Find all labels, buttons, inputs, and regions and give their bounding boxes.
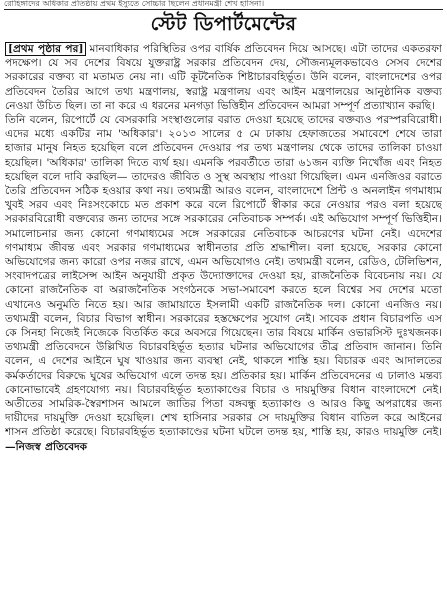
continuation-tag: [প্রথম পৃষ্ঠার পর] (5, 42, 86, 56)
paragraph-text: মানবাধিকার পরিস্থিতির ওপর বার্ষিক প্রতিবেদন দিয়ে আসছে। এটা তাদের একতরফা পদক্ষেপ। যে সব দেশের বিষয়ে যুক্তরাষ্ট্র সরকার প্রতিবেদন দেয়, সৌজন্যমূলকভাবেও সেসব দেশের সরকারের বক্তব্য বা মতামত নেয় না। এটি কূটনৈতিক শিষ্টাচারবহির্ভূত। উনি বলেন, বাংলাদেশের ওপর প্রতিবেদন তৈরির আগে তথ্য মন্ত্রণালয়, স্বরাষ্ট্র মন্ত্রণালয় এবং আইন মন্ত্রণালয়ের আনুষ্ঠানিক বক্তব্য নেওয়া উচিত ছিল। তা না করে এ ধরনের মনগড়া ভিত্তিহীন প্রতিবেদন আমরা সম্পূর্ণ প্রত্যাখ্যান করছি। (5, 43, 442, 112)
article-body (5, 42, 442, 612)
paragraph-text: তিনি বলেন, রিপোর্টে যে বেসরকারি সংস্থাগুলোর বরাত দেওয়া হয়েছে তাদের বক্তব্যও পরস্পরবিরোধী। এদের মধ্যে একটির নাম 'অধিকার'। ২০১৩ সালের ৫ মে ঢাকায় হেফাজতের সমাবেশে শেষে তারা হাজার মানুষ নিহত হয়েছিল বলে প্রতিবেদন দেওয়ার পর তথ্য মন্ত্রণালয় থেকে তাদের তালিকা চাওয়া হয়েছিল। 'অধিকার' তালিকা দিতে ব্যর্থ হয়। এমনকি পরবর্তীতে তারা ৬১জন ব্যক্তি নিখোঁজ এবং নিহত হয়েছিল বলে দাবি করছিল— তাদেরও জীবিত ও সুস্থ অবস্থায় পাওয়া গিয়েছিল। এমন এনজিওর বরাতে তৈরি প্রতিবেদন সঠিক হওয়ার কথা নয়। তথ্যমন্ত্রী আরও বলেন, বাংলাদেশে প্রিন্ট ও অনলাইন গণমাধ্যম খুবই সরব এবং নিঃসংকোচে মত প্রকাশ করে বলে রিপোর্টে স্বীকার করে নেওয়ার পরও বলা হয়েছে সরকারবিরোধী বক্তব্যের জন্য তাদের সঙ্গে সরকারের নেতিবাচক সম্পর্ক। এই অভিযোগ সম্পূর্ণ ভিত্তিহীন। সমালোচনার জন্য কোনো গণমাধ্যমের সঙ্গে সরকারের নেতিবাচক আচরণের ঘটনা নেই। এদেশের গণমাধ্যম জীবন্ত এবং সরকার গণমাধ্যমের স্বাধীনতার প্রতি শ্রদ্ধাশীল। বলা হয়েছে, সরকার কোনো অভিযোগের জন্য কারো ওপর নজর রাখে, এমন অভিযোগও নেই। তথ্যমন্ত্রী বলেন, রেডিও, টেলিভিশন, সংবাদপত্রের লাইসেন্স আইন অনুযায়ী প্রকৃত উদ্যোক্তাদের দেওয়া হয়, রাজনৈতিক বিবেচনায় নয়। যে কোনো রাজনৈতিক বা অরাজনৈতিক সংগঠনকে সভা-সমাবেশ করতে হলে বিশ্বের সব দেশের মতো এখানেও অনুমতি নিতে হয়। আর জামায়াতে ইসলামী একটি রাজনৈতিক দল। কোনো এনজিও নয়। তথ্যমন্ত্রী বলেন, বিচার বিভাগ স্বাধীন। সরকারের হস্তক্ষেপের সুযোগ নেই। সাবেক প্রধান বিচারপতি এস কে সিনহা নিজেই নিজেকে বিতর্কিত করে অবসরে গিয়েছেন। তার বিষয়ে মার্কিন ওভারসিস্ট দুঃখজনক। তথ্যমন্ত্রী প্রতিবেদনে উল্লিখিত বিচারবহির্ভূত হত্যার ঘটনার অভিযোগের তীব্র প্রতিবাদ জানান। তিনি বলেন, এ দেশের আইনে ঘুষ খাওয়ার জন্য ব্যবস্থা নেই, থাকলে শাস্তি হয়। বিচারক এবং আদালতের কর্মকর্তাদের বিরুদ্ধে ঘুষের অভিযোগ এলে তদন্ত হয়। প্রতিকার হয়। মার্কিন প্রতিবেদনের এ ঢালাও মন্তব্য কোনোভাবেই গ্রহণযোগ্য নয়। বিচারবহির্ভূত হত্যাকাণ্ডের বিচার ও দায়মুক্তির বিধান বাংলাদেশে নেই। অতীতের সামরিক-স্বৈরশাসন আমলে জাতির পিতা বঙ্গবন্ধু হত্যাকাণ্ড ও আরও কিছু অপরাধের জন্য দায়ীদের দায়মুক্তি দেওয়া হয়েছিল। শেখ হাসিনার সরকার সে দায়মুক্তির বিধান বাতিল করে আইনের শাসন প্রতিষ্ঠা করেছে। বিচারবহির্ভূত হত্যাকাণ্ডের ঘটনা ঘটলে তদন্ত হয়, শাস্তি হয়, কারও দায়মুক্তি নেই। (5, 114, 442, 439)
article-paragraph-1 (5, 42, 442, 113)
previous-story-cut-line: রোহিঙ্গাদের অধিকার প্রতিষ্ঠায় প্রথম ইস্যুতে সোচ্চার ছিলেন প্রধানমন্ত্রী শেখ হাসিনা। (4, 0, 265, 8)
top-divider (4, 9, 443, 10)
article-headline: স্টেট ডিপার্টমেন্টের (150, 13, 297, 35)
byline: —নিজস্ব প্রতিবেদক (5, 440, 88, 453)
article-paragraph-2 (5, 113, 442, 454)
